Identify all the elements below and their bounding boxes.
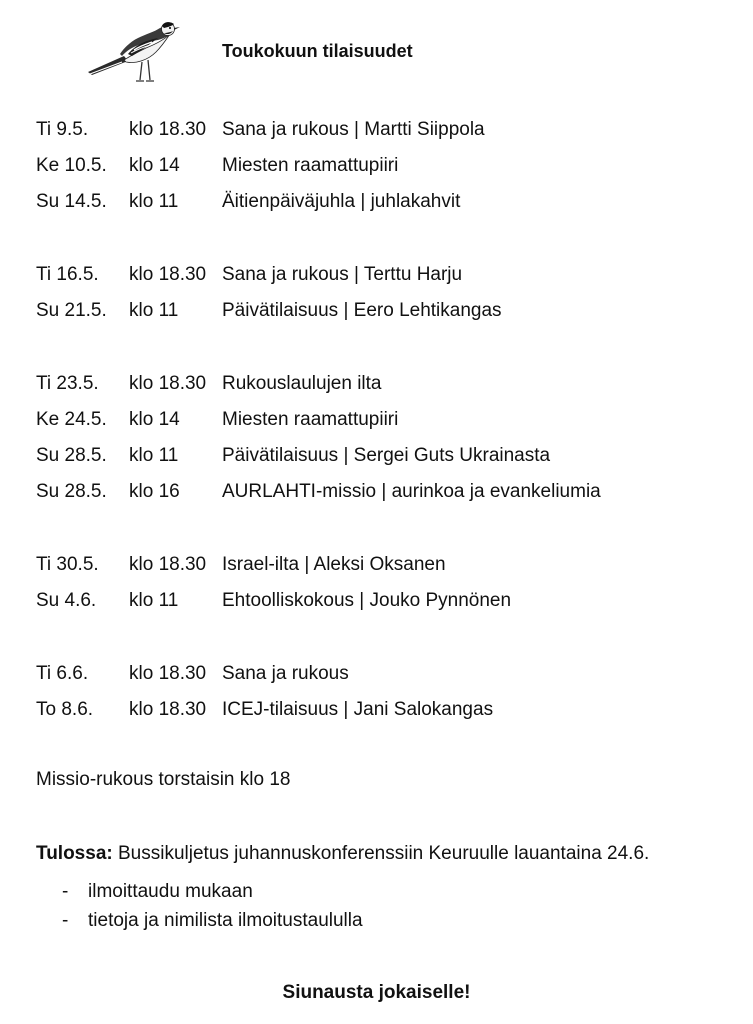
- event-row: [36, 188, 736, 224]
- event-day: To 8.6.: [36, 699, 94, 720]
- event-time: klo 11: [129, 445, 179, 466]
- closing-blessing: Siunausta jokaiselle!: [282, 982, 471, 1003]
- wagtail-bird-icon: [84, 18, 184, 88]
- event-row: [36, 478, 736, 514]
- event-description: ICEJ-tilaisuus | Jani Salokangas: [222, 699, 494, 720]
- upcoming-announcement: [36, 843, 649, 865]
- event-time: klo 18.30: [129, 264, 207, 285]
- page-title: Toukokuun tilaisuudet: [222, 41, 413, 61]
- event-time: klo 14: [129, 409, 180, 430]
- event-day: Su 28.5.: [36, 481, 107, 502]
- event-day: Ti 9.5.: [36, 119, 89, 140]
- event-day: Su 14.5.: [36, 191, 107, 212]
- event-time: klo 11: [129, 191, 179, 212]
- event-description: Sana ja rukous | Martti Siippola: [222, 119, 485, 140]
- event-row: [36, 406, 736, 442]
- event-row: [36, 442, 736, 478]
- list-item-text: ilmoittaudu mukaan: [88, 881, 253, 902]
- event-row: [36, 370, 736, 406]
- upcoming-text: Bussikuljetus juhannuskonferenssiin Keuruulle lauantaina 24.6.: [112, 843, 650, 864]
- event-time: klo 14: [129, 155, 180, 176]
- list-item-text: tietoja ja nimilista ilmoitustaululla: [88, 910, 363, 931]
- event-description: Sana ja rukous: [222, 663, 349, 684]
- event-row: [36, 261, 736, 297]
- event-time: klo 11: [129, 300, 179, 321]
- event-day: Ke 10.5.: [36, 155, 107, 176]
- event-description: Päivätilaisuus | Sergei Guts Ukrainasta: [222, 445, 551, 466]
- event-time: klo 18.30: [129, 373, 207, 394]
- event-row: [36, 696, 736, 732]
- event-day: Su 21.5.: [36, 300, 107, 321]
- event-day: Su 28.5.: [36, 445, 107, 466]
- event-day: Ti 16.5.: [36, 264, 99, 285]
- weekly-prayer-note: Missio-rukous torstaisin klo 18: [36, 769, 291, 790]
- event-row: [36, 116, 736, 152]
- event-row: [36, 551, 736, 587]
- event-description: Äitienpäiväjuhla | juhlakahvit: [222, 191, 461, 212]
- event-description: Israel-ilta | Aleksi Oksanen: [222, 554, 446, 575]
- event-time: klo 18.30: [129, 663, 207, 684]
- event-row: [36, 152, 736, 188]
- event-schedule: [36, 116, 736, 732]
- event-day: Ti 30.5.: [36, 554, 99, 575]
- list-item: [62, 877, 363, 906]
- event-description: AURLAHTI-missio | aurinkoa ja evankeliumia: [222, 481, 601, 502]
- event-description: Rukouslaulujen ilta: [222, 373, 382, 394]
- event-row: [36, 297, 736, 333]
- list-item: [62, 906, 363, 935]
- event-day: Ti 23.5.: [36, 373, 99, 394]
- upcoming-label: Tulossa:: [36, 843, 113, 864]
- event-description: Miesten raamattupiiri: [222, 409, 399, 430]
- event-description: Sana ja rukous | Terttu Harju: [222, 264, 463, 285]
- event-day: Ke 24.5.: [36, 409, 107, 430]
- event-time: klo 11: [129, 590, 179, 611]
- event-row: [36, 660, 736, 696]
- event-row: [36, 587, 736, 623]
- list-dash: -: [62, 881, 69, 902]
- event-time: klo 18.30: [129, 119, 207, 140]
- event-time: klo 18.30: [129, 554, 207, 575]
- event-description: Päivätilaisuus | Eero Lehtikangas: [222, 300, 502, 321]
- event-day: Su 4.6.: [36, 590, 97, 611]
- event-description: Ehtoolliskokous | Jouko Pynnönen: [222, 590, 512, 611]
- event-day: Ti 6.6.: [36, 663, 89, 684]
- list-dash: -: [62, 910, 69, 931]
- event-time: klo 16: [129, 481, 180, 502]
- upcoming-details-list: [62, 877, 363, 935]
- event-time: klo 18.30: [129, 699, 207, 720]
- event-description: Miesten raamattupiiri: [222, 155, 399, 176]
